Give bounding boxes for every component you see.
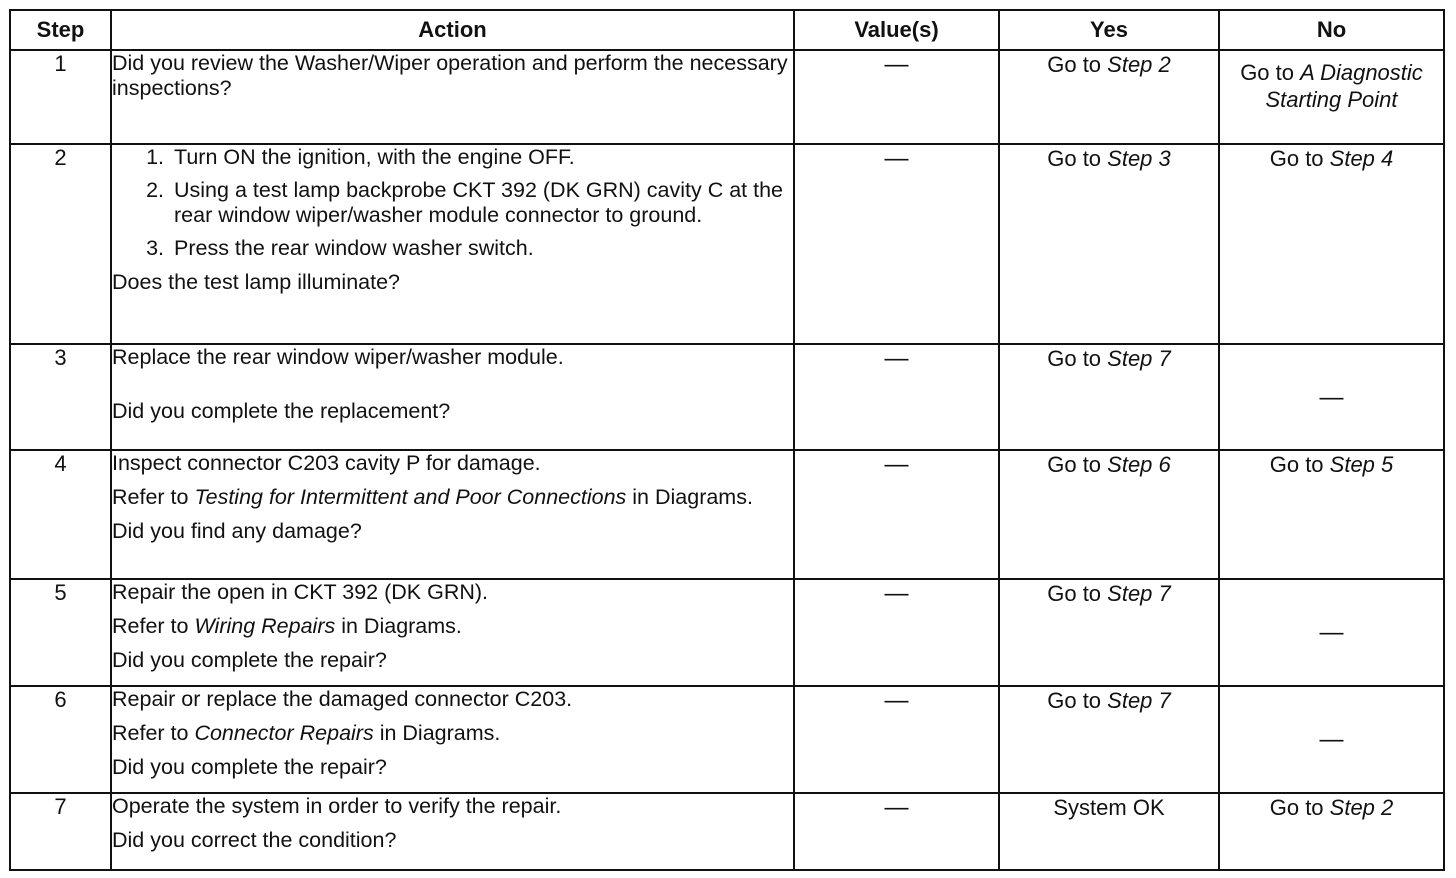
header-yes: Yes [999, 10, 1219, 50]
action-cell [111, 579, 794, 686]
action-question: Did you complete the repair? [112, 648, 387, 672]
system-ok-text: System OK [1053, 795, 1165, 820]
no-cell: — [1219, 344, 1444, 450]
yes-cell[interactable] [999, 144, 1219, 344]
action-question: Did you correct the condition? [112, 828, 397, 852]
yes-cell[interactable] [999, 50, 1219, 144]
yes-cell[interactable] [999, 686, 1219, 793]
value-cell: — [794, 686, 999, 793]
no-cell[interactable] [1219, 450, 1444, 579]
header-values: Value(s) [794, 10, 999, 50]
goto-prefix: Go to [1047, 52, 1108, 77]
yes-cell[interactable] [999, 344, 1219, 450]
table-row [10, 686, 1444, 793]
refer-text [112, 614, 793, 639]
goto-prefix: Go to [1269, 795, 1330, 820]
table-row [10, 50, 1444, 144]
refer-prefix: Refer to [112, 721, 195, 745]
header-step: Step [10, 10, 111, 50]
action-text: Replace the rear window wiper/washer module. [112, 345, 564, 369]
action-cell [111, 450, 794, 579]
action-text: Repair the open in CKT 392 (DK GRN). [112, 580, 489, 604]
goto-prefix: Go to [1047, 346, 1108, 371]
no-cell[interactable] [1219, 793, 1444, 870]
value-cell: — [794, 144, 999, 344]
table-row [10, 344, 1444, 450]
goto-link[interactable]: Step 5 [1329, 452, 1394, 477]
action-question: Did you complete the replacement? [112, 399, 451, 423]
refer-text [112, 721, 793, 746]
refer-prefix: Refer to [112, 614, 195, 638]
yes-cell [999, 793, 1219, 870]
goto-prefix: Go to [1269, 452, 1330, 477]
step-number: 1 [10, 50, 111, 144]
header-row [10, 10, 1444, 50]
table-row [10, 793, 1444, 870]
action-cell [111, 50, 794, 144]
goto-prefix: Go to [1047, 688, 1108, 713]
step-number: 5 [10, 579, 111, 686]
refer-link[interactable]: Connector Repairs [194, 721, 374, 745]
value-cell: — [794, 793, 999, 870]
procedure-step: 2. Using a test lamp backprobe CKT 392 (DK GRN) cavity C at the rear window wiper/washer module connector to ground. [170, 178, 793, 228]
refer-suffix: in Diagrams. [626, 485, 753, 509]
refer-text [112, 485, 793, 510]
value-cell: — [794, 450, 999, 579]
yes-cell[interactable] [999, 450, 1219, 579]
goto-link[interactable]: Step 7 [1107, 346, 1171, 371]
action-cell [111, 144, 794, 344]
action-text: Operate the system in order to verify the repair. [112, 794, 562, 818]
goto-link[interactable]: Step 7 [1107, 581, 1171, 606]
goto-link[interactable]: Step 2 [1329, 795, 1394, 820]
action-question: Did you complete the repair? [112, 755, 387, 779]
refer-link[interactable]: Testing for Intermittent and Poor Connections [194, 485, 627, 509]
goto-prefix: Go to [1047, 581, 1108, 606]
action-cell [111, 344, 794, 450]
goto-prefix: Go to [1269, 146, 1330, 171]
procedure-list [112, 145, 793, 261]
goto-link[interactable]: Step 3 [1107, 146, 1171, 171]
action-text: Did you review the Washer/Wiper operation and perform the necessary inspections? [112, 51, 788, 100]
diagnostic-table [9, 9, 1445, 871]
step-number: 4 [10, 450, 111, 579]
goto-prefix: Go to [1240, 60, 1301, 85]
goto-link[interactable]: Step 2 [1107, 52, 1171, 77]
action-text: Inspect connector C203 cavity P for damage. [112, 451, 541, 475]
value-cell: — [794, 344, 999, 450]
step-number: 2 [10, 144, 111, 344]
no-cell: — [1219, 579, 1444, 686]
goto-link[interactable]: Step 6 [1107, 452, 1171, 477]
table-row [10, 144, 1444, 344]
goto-prefix: Go to [1047, 146, 1108, 171]
step-number: 6 [10, 686, 111, 793]
value-cell: — [794, 579, 999, 686]
goto-link[interactable]: Step 4 [1329, 146, 1394, 171]
no-cell[interactable] [1219, 50, 1444, 144]
goto-link[interactable]: A Diagnostic Starting Point [1265, 60, 1423, 112]
action-text: Repair or replace the damaged connector C203. [112, 687, 573, 711]
header-action: Action [111, 10, 794, 50]
table-row [10, 579, 1444, 686]
action-question: Did you find any damage? [112, 519, 362, 543]
action-question: Does the test lamp illuminate? [112, 270, 401, 294]
step-number: 7 [10, 793, 111, 870]
action-cell [111, 793, 794, 870]
refer-link[interactable]: Wiring Repairs [194, 614, 336, 638]
header-no: No [1219, 10, 1444, 50]
procedure-step: 1. Turn ON the ignition, with the engine OFF. [170, 145, 793, 170]
refer-suffix: in Diagrams. [373, 721, 501, 745]
refer-prefix: Refer to [112, 485, 195, 509]
no-cell[interactable] [1219, 144, 1444, 344]
goto-link[interactable]: Step 7 [1107, 688, 1171, 713]
value-cell: — [794, 50, 999, 144]
no-cell: — [1219, 686, 1444, 793]
procedure-step: 3. Press the rear window washer switch. [170, 236, 793, 261]
refer-suffix: in Diagrams. [335, 614, 462, 638]
yes-cell[interactable] [999, 579, 1219, 686]
action-cell [111, 686, 794, 793]
table-row [10, 450, 1444, 579]
step-number: 3 [10, 344, 111, 450]
goto-prefix: Go to [1047, 452, 1108, 477]
